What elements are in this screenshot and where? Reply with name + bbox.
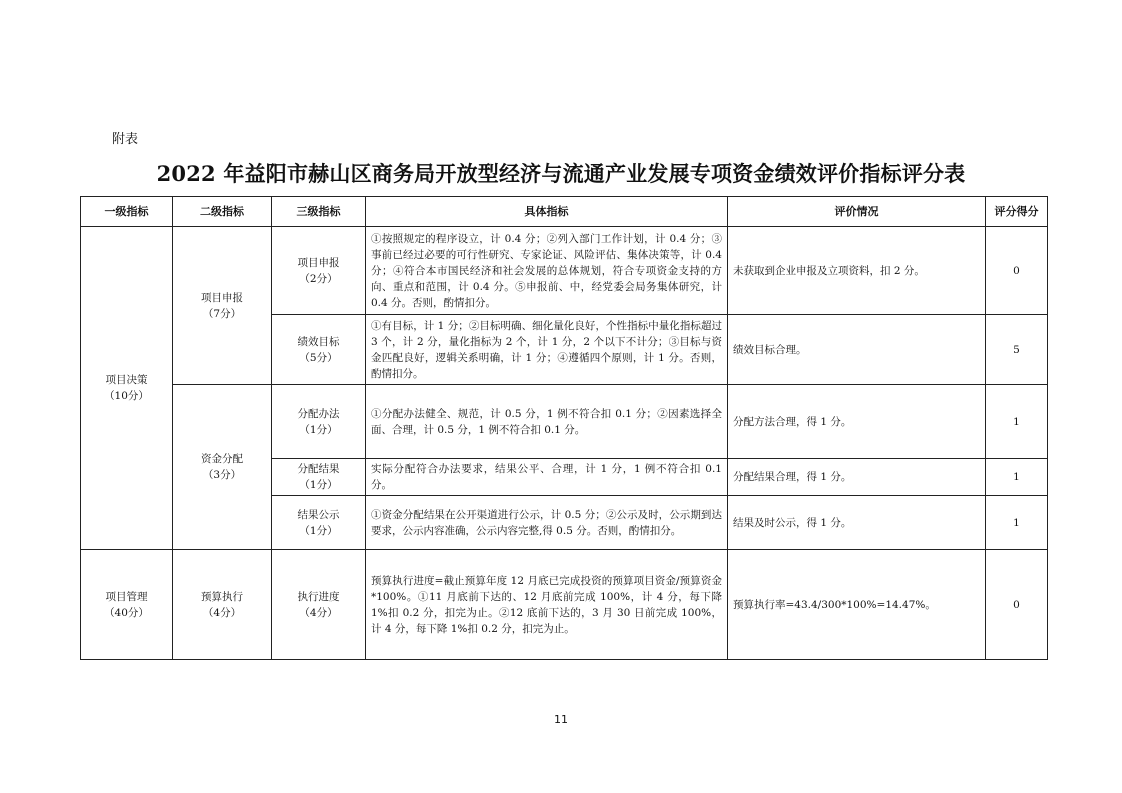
level1-name: 项目管理 <box>105 590 148 603</box>
attachment-label: 附表 <box>112 132 139 147</box>
level1-cell <box>81 227 173 550</box>
level2-score: （4分） <box>202 606 242 619</box>
level3-cell <box>272 550 366 660</box>
evaluation-cell: 结果及时公示，得 1 分。 <box>728 496 986 550</box>
score-cell: 1 <box>986 385 1048 459</box>
header-evaluation: 评价情况 <box>728 197 986 227</box>
level1-cell <box>81 550 173 660</box>
detail-cell: 实际分配符合办法要求，结果公平、合理，计 1 分，1 例不符合扣 0.1 分。 <box>366 459 728 496</box>
level2-name: 预算执行 <box>201 590 243 603</box>
evaluation-cell: 分配方法合理，得 1 分。 <box>728 385 986 459</box>
header-level1: 一级指标 <box>81 197 173 227</box>
level1-name: 项目决策 <box>105 374 148 386</box>
header-score: 评分得分 <box>986 197 1048 227</box>
score-cell: 5 <box>986 315 1048 385</box>
score-table <box>80 196 1048 660</box>
level2-score: （3分） <box>202 469 242 481</box>
level3-name: 分配办法 <box>297 407 340 420</box>
level3-name: 分配结果 <box>297 463 340 475</box>
evaluation-cell: 未获取到企业申报及立项资料，扣 2 分。 <box>728 227 986 315</box>
level3-score: （1分） <box>299 479 338 491</box>
level1-score: （10分） <box>104 390 149 402</box>
table-row <box>81 385 1048 459</box>
detail-cell: ①资金分配结果在公开渠道进行公示，计 0.5 分；②公示及时，公示期到达要求，公示内容准确，公示内容完整,得 0.5 分。否则，酌情扣分。 <box>366 496 728 550</box>
level3-cell <box>272 227 366 315</box>
score-cell: 1 <box>986 496 1048 550</box>
level1-score: （40分） <box>104 606 149 619</box>
level2-score: （7分） <box>202 307 242 320</box>
level3-name: 结果公示 <box>297 508 340 521</box>
level3-cell <box>272 496 366 550</box>
header-level2: 二级指标 <box>173 197 272 227</box>
page-number: 11 <box>554 713 568 726</box>
level2-cell <box>173 550 272 660</box>
level2-name: 项目申报 <box>201 291 243 304</box>
evaluation-cell: 绩效目标合理。 <box>728 315 986 385</box>
level3-score: （1分） <box>299 423 338 436</box>
score-cell: 0 <box>986 550 1048 660</box>
level3-score: （5分） <box>299 351 338 364</box>
evaluation-cell: 分配结果合理，得 1 分。 <box>728 459 986 496</box>
level3-score: （1分） <box>299 524 338 537</box>
score-cell: 1 <box>986 459 1048 496</box>
level3-cell <box>272 385 366 459</box>
level3-score: （2分） <box>299 272 338 285</box>
level2-cell <box>173 227 272 385</box>
evaluation-cell: 预算执行率=43.4/300*100%=14.47%。 <box>728 550 986 660</box>
table-header-row <box>81 197 1048 227</box>
level3-cell <box>272 459 366 496</box>
level3-name: 执行进度 <box>297 590 340 603</box>
level2-name: 资金分配 <box>201 453 243 465</box>
level2-cell <box>173 385 272 550</box>
header-level3: 三级指标 <box>272 197 366 227</box>
table-row <box>81 227 1048 315</box>
level3-name: 绩效目标 <box>297 335 340 348</box>
level3-cell <box>272 315 366 385</box>
header-detail: 具体指标 <box>366 197 728 227</box>
detail-cell: 预算执行进度=截止预算年度 12 月底已完成投资的预算项目资金/预算资金*100%。①11 月底前下达的、12 月底前完成 100%，计 4 分，每下降 1%扣 0.2 分，扣完为止。②12 底前下达的，3 月 30 日前完成 100%，计 4 分，每下降 1%扣 0.2 分，扣完为止。 <box>366 550 728 660</box>
detail-cell: ①分配办法健全、规范，计 0.5 分，1 例不符合扣 0.1 分；②因素选择全面、合理，计 0.5 分，1 例不符合扣 0.1 分。 <box>366 385 728 459</box>
table-row <box>81 550 1048 660</box>
page-title: 2022 年益阳市赫山区商务局开放型经济与流通产业发展专项资金绩效评价指标评分表 <box>156 161 966 186</box>
score-cell: 0 <box>986 227 1048 315</box>
detail-cell: ①按照规定的程序设立，计 0.4 分；②列入部门工作计划，计 0.4 分；③事前已经过必要的可行性研究、专家论证、风险评估、集体决策等，计 0.4 分；④符合本市国民经济和社会发展的总体规划，符合专项资金支持的方向、重点和范围，计 0.4 分。⑤申报前、中，经党委会局务集体研究，计 0.4 分。否则，酌情扣分。 <box>366 227 728 315</box>
level3-name: 项目申报 <box>297 256 340 269</box>
detail-cell: ①有目标，计 1 分；②目标明确、细化量化良好，个性指标中量化指标超过 3 个，计 2 分，量化指标为 2 个，计 1 分，2 个以下不计分；③目标与资金匹配良好，逻辑关系明确，计 1 分；④遵循四个原则，计 1 分。否则，酌情扣分。 <box>366 315 728 385</box>
level3-score: （4分） <box>299 606 338 619</box>
